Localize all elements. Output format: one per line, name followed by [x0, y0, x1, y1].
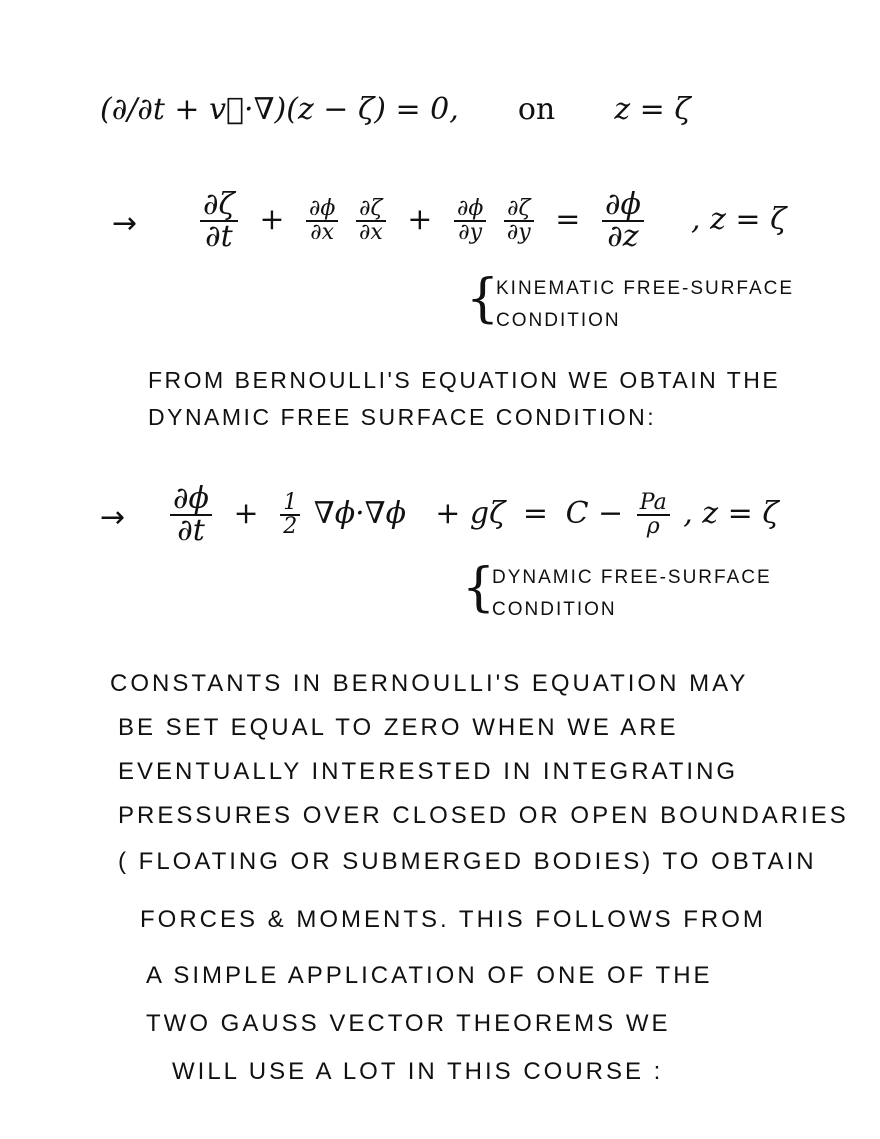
paragraph2-line-4: PRESSURES OVER CLOSED OR OPEN BOUNDARIES: [118, 802, 849, 829]
eq3-half-den: 2: [283, 514, 298, 539]
eq2-rhs-den: ∂z: [607, 219, 639, 254]
kinematic-equation: [196, 187, 787, 254]
eq3-grad-term: ∇ϕ·∇ϕ: [313, 496, 407, 531]
paragraph2-line-8: TWO GAUSS VECTOR THEOREMS WE: [146, 1010, 671, 1037]
paragraph2-line-7: A SIMPLE APPLICATION OF ONE OF THE: [146, 962, 713, 989]
eq2-t3a-den: ∂y: [458, 220, 483, 245]
paragraph2-line-6: FORCES & MOMENTS. THIS FOLLOWS FROM: [140, 906, 766, 933]
eq3-plus: +: [233, 496, 259, 531]
eq2-t3b-num: ∂ζ: [504, 198, 534, 222]
dynamic-note-line-2: CONDITION: [492, 599, 617, 620]
eq2-t1-den: ∂t: [205, 219, 233, 254]
eq2-equals: =: [555, 202, 581, 237]
eq2-t2b-num: ∂ζ: [356, 198, 386, 222]
eq3-g-term: + gζ: [435, 496, 506, 531]
paragraph2-line-3: EVENTUALLY INTERESTED IN INTEGRATING: [118, 758, 739, 785]
eq1-condition: z = ζ: [614, 92, 691, 127]
eq3-condition: , z = ζ: [683, 496, 779, 531]
eq3-equals: =: [522, 496, 549, 531]
eq3-pa-num: Pa: [637, 492, 670, 516]
eq2-condition: , z = ζ: [691, 202, 787, 237]
dynamic-note-line-1: DYNAMIC FREE-SURFACE: [492, 567, 772, 588]
eq2-t3a-num: ∂ϕ: [454, 198, 486, 222]
eq2-t1-num: ∂ζ: [200, 190, 238, 222]
eq1-lhs: (∂/∂t + v⃗·∇)(z − ζ) = 0,: [100, 92, 459, 127]
paragraph2-line-5: ( FLOATING OR SUBMERGED BODIES) TO OBTAIN: [118, 848, 817, 875]
eq3-arrow-icon: →: [100, 500, 126, 535]
eq2-plus-1: +: [259, 202, 285, 237]
kinematic-brace-icon: {: [466, 269, 500, 329]
eq3-rhs: C −: [565, 496, 624, 531]
dynamic-brace-icon: {: [462, 558, 496, 618]
kinematic-note-line-2: CONDITION: [496, 310, 621, 331]
eq2-t2a-den: ∂x: [310, 220, 335, 245]
paragraph1-line-2: DYNAMIC FREE SURFACE CONDITION:: [148, 404, 657, 430]
eq2-plus-2: +: [407, 202, 433, 237]
eq2-rhs-num: ∂ϕ: [602, 190, 644, 222]
eq2-t2a-num: ∂ϕ: [306, 198, 338, 222]
eq3-half-num: 1: [280, 492, 300, 516]
eq3-t1-num: ∂ϕ: [170, 484, 212, 516]
material-derivative-equation: [100, 92, 691, 127]
eq2-t3b-den: ∂y: [506, 220, 531, 245]
paragraph2-line-2: BE SET EQUAL TO ZERO WHEN WE ARE: [118, 714, 679, 741]
eq2-arrow-icon: →: [112, 206, 138, 241]
eq2-t2b-den: ∂x: [358, 220, 383, 245]
eq1-on-word: on: [517, 92, 556, 127]
dynamic-equation: [166, 481, 779, 548]
eq3-t1-den: ∂t: [177, 513, 205, 548]
paragraph1-line-1: FROM BERNOULLI'S EQUATION WE OBTAIN THE: [148, 367, 781, 393]
paragraph2-line-9: WILL USE A LOT IN THIS COURSE :: [172, 1058, 664, 1085]
eq3-pa-den: ρ: [646, 514, 660, 539]
kinematic-note-line-1: KINEMATIC FREE-SURFACE: [496, 278, 795, 299]
paragraph2-line-1: CONSTANTS IN BERNOULLI'S EQUATION MAY: [110, 670, 749, 697]
